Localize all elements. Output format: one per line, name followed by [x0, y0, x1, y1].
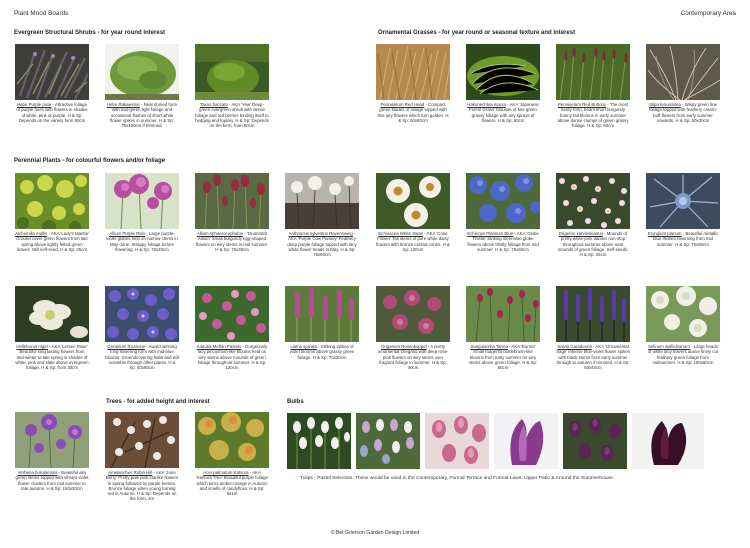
- plant-card: [15, 44, 89, 123]
- plant-description: - Large purple-violet globes held on narrow stems in May-June. Strappy foliage before flowering. H & Sp: 70x20cm: [106, 231, 178, 252]
- plant-card: [195, 412, 269, 496]
- plant-photo-echinops-platinum-blue: [466, 173, 540, 229]
- plant-description: - AKA 'Lenten Rose' Beautiful long lasting flowers from mid-winter to late spring in shades of white, pink and slate above evergreen foliage. H & Sp: from 30cm: [15, 344, 89, 371]
- plant-card: [105, 412, 179, 502]
- plant-photo-liatris-spicata: [285, 286, 359, 342]
- plant-description: - Gorgeously lacy pincushion-like blooms held on wiry stems above mounds of green foliage throughout summer. H & Sp: 120cm: [197, 344, 268, 371]
- area-title: Contemporary Area: [680, 10, 736, 17]
- plant-description: - AKA 'Purple Cow Parsley' Feathery deep purple foliage topped with lacy white flower heads in May. H & Sp: 75x60cm: [287, 231, 357, 258]
- plant-card: [646, 286, 720, 365]
- plant-photo-verbena-bonariensis: [15, 412, 89, 468]
- plant-card: [646, 44, 720, 123]
- plant-description: - The most hardy form, bears short burgundy bunny tail blooms in early summer above dense clumps of green grassy foliage. H & Sp: 60cm: [557, 102, 629, 129]
- plant-card: [556, 173, 630, 257]
- plant-description: - AKA 'Lady's Mantle' Ground cover green flowers from late spring above lightly felted green leaves. Will self-seed. H & Sp: 45cm: [16, 231, 89, 252]
- plant-photo-erigeron-karvinskianus: [556, 173, 630, 229]
- plant-description: - Large heads of white lacy flowers above finely cut feathery green foliage from midsummer. H & Sp: 100x60cm: [647, 344, 719, 365]
- plant-name: Verbena bonariensis: [17, 470, 58, 475]
- plant-photo-hebe-purple-pixie: [15, 44, 89, 100]
- plant-name: Taxus baccata: [200, 102, 228, 107]
- plant-name: Salvia Caradonna: [557, 344, 592, 349]
- plant-name: Anthriscus sylvestris Ravenswing: [288, 231, 353, 236]
- plant-name: Echinops Platinum Blue: [467, 231, 514, 236]
- plant-photo-geranium-rozanne: [105, 286, 179, 342]
- plant-photo-pennisetum-red-buttons: [556, 44, 630, 100]
- plant-name: Sanguisorba Tanna: [470, 344, 508, 349]
- plant-name: Pennisetum Red Head: [380, 102, 425, 107]
- plant-photo-anthriscus-ravenswing: [285, 173, 359, 229]
- plant-card: [556, 44, 630, 128]
- plant-name: Eryngium planum: [647, 231, 682, 236]
- plant-card: [285, 286, 359, 360]
- plant-name: Liatris spicata: [290, 344, 317, 349]
- plant-photo-taxus-baccata: [195, 44, 269, 100]
- plant-name: Alchemilla mollis: [15, 231, 48, 236]
- tulip-photo-purple-single: [494, 413, 558, 469]
- plant-description: - AKA 'Japanese Forest Grass' Mounds of fine green grassy foliage with airy sprays of flowers. H & Sp: 50cm: [469, 102, 539, 123]
- plant-photo-acer-palmatum-katsura: [195, 412, 269, 468]
- plant-name: Acer palmatum Katsura: [203, 470, 249, 475]
- plant-photo-pennisetum-red-head: [376, 44, 450, 100]
- plant-card: [105, 173, 179, 252]
- plant-card: [466, 173, 540, 252]
- plant-card: [466, 286, 540, 370]
- plant-description: - 'Drumstick Allium' Small burgundy egg-shaped flowers on wiry stems in mid summer. H & Sp: 75x30cm: [195, 231, 269, 252]
- plant-description: - Striking spikes of violet blooms above grassy green foliage. H & Sp: 70x20cm: [289, 344, 355, 360]
- plant-name: Origanum Rosenkuppel: [381, 344, 427, 349]
- bulbs-caption: Tulips - Pastel Selection. These would be used in the Contemporary, Formal Terrace and Formal Lawn, Upper Patio & Around the Summerhouse.: [300, 476, 615, 481]
- plant-card: [376, 286, 450, 370]
- plant-card: [15, 412, 89, 491]
- section-title-grasses: Ornamental Grasses - for year round or seasonal texture and interest: [378, 30, 576, 36]
- section-title-bulbs: Bulbs: [287, 399, 304, 405]
- plant-card: [195, 173, 269, 252]
- section-title-shrubs: Evergreen Structural Shrubs - for year round interest: [14, 30, 166, 36]
- plant-card: [556, 286, 630, 370]
- plant-photo-sanguisorba-tanna: [466, 286, 540, 342]
- plant-name: Hakonechloa macra: [467, 102, 506, 107]
- plant-description: - AKA 'Cone Flower' Tall stems of pure white daisy flowers with bronze central cones. H & Sp: 120cm: [376, 231, 450, 252]
- plant-name: Knautia Melton Pastels: [196, 344, 242, 349]
- plant-name: Amelanchier Robin Hill: [108, 470, 153, 475]
- tulip-photo-mixed-pastel: [356, 413, 420, 469]
- copyright-footer: © Bel Grierson Garden Design Limited: [330, 530, 420, 536]
- plant-photo-echinacea-white-swan: [376, 173, 450, 229]
- tulip-photo-deep-purple: [563, 413, 627, 469]
- plant-card: [376, 44, 450, 123]
- plant-description: - Beautiful airy green stems topped with vibrant violet flower clusters from mid summer to late autumn. H & Sp: 150x30cm: [15, 470, 89, 491]
- plant-description: - Award winning long flowering form with mid-blue blooms. Groundcovering habit and will scramble through other plants. H & Sp: 50x60cm: [105, 344, 179, 371]
- plant-description: - AKA 'Yew' Deep-green evergreen shrub with dense foliage and red berries lending itself to hedging and topiary. H & Sp: Depends on the form, from 60cm: [195, 102, 269, 129]
- plant-description: - Neat domed form with mid-green light foliage and occasional flushes of short white flower spikes in summer. H & Sp: 75x100cm if trimmed.: [110, 102, 178, 129]
- plant-card: [15, 173, 89, 252]
- plant-card: [646, 173, 720, 247]
- plant-card: [105, 286, 179, 370]
- plant-photo-amelanchier-robin-hill: [105, 412, 179, 468]
- plant-card: [466, 44, 540, 123]
- plant-description: - Attractive foliage of purple hues with flowers in shades of white, pink or purple. H & Sp: Depends on the variety form 60cm: [16, 102, 88, 123]
- plant-photo-hebe-rakaiensis: [105, 44, 179, 100]
- plant-card: [376, 173, 450, 252]
- tulip-photo-black: [632, 413, 704, 469]
- plant-name: Helleborus niger: [16, 344, 49, 349]
- plant-photo-eryngium-planum: [646, 173, 720, 229]
- plant-photo-helleborus-niger: [15, 286, 89, 342]
- plant-photo-allium-purple-rain: [105, 173, 179, 229]
- plant-name: Selinum wallichianum: [648, 344, 690, 349]
- plant-photo-salvia-caradonna: [556, 286, 630, 342]
- plant-photo-hakonechloa-macra: [466, 44, 540, 100]
- section-title-trees: Trees - for added height and interest: [106, 399, 210, 405]
- plant-name: Pennisetum Red Buttons: [558, 102, 607, 107]
- plant-name: Echinacea White Swan: [378, 231, 424, 236]
- plant-card: [195, 286, 269, 370]
- plant-name: Geranium Rozanne: [107, 344, 145, 349]
- plant-photo-knautia-melton-pastels: [195, 286, 269, 342]
- plant-name: Hebe Rakaiensis: [106, 102, 140, 107]
- plant-description: - AKA 'Globe Thistle' Striking steel-blue globe flowers above thistly foliage from mid summer. H & Sp: 75x60cm: [467, 231, 539, 252]
- section-title-perennials: Perennial Plants - for colourful flowers and/or foliage: [14, 158, 166, 164]
- plant-photo-allium-sphaerocephalon: [195, 173, 269, 229]
- plant-description: - AKA 'Katsura Tree' Beautiful purple foliage which turns amber-orange in Autumn and smells of candyfloss. H & Sp: 5x1m: [196, 470, 268, 497]
- plant-photo-origanum-rosenkuppel: [376, 286, 450, 342]
- plant-description: - AKA 'June Berry' Pretty pale pink starlike flowers in spring followed by purple berries. Bronze foliage when young turning red in Autumn. H & Sp: Depends on the form, 4m: [105, 470, 179, 502]
- plant-photo-stipa-tenuissima: [646, 44, 720, 100]
- plant-description: - Mounds of pretty white-pink daisies non-stop throughout summer above neat mounds of green foliage. Self-seeds. H & Sp: 25cm: [557, 231, 629, 258]
- plant-photo-selinum-wallichianum: [646, 286, 720, 342]
- plant-name: Allium Purple Rain: [109, 231, 146, 236]
- plant-card: [105, 44, 179, 128]
- plant-name: Hebe Purple pixie: [16, 102, 52, 107]
- plant-description: - AKA 'Burnet' Small magenta bottlebrush-like blooms from early summer on wiry stems above green foliage. H & Sp: 60cm: [468, 344, 538, 371]
- plant-description: - Beautiful metallic blue thistles blooming from mid summer. H & Sp: 75x60cm: [653, 231, 719, 247]
- plant-card: [285, 173, 359, 257]
- plant-name: Erigeron karvinskianus: [558, 231, 603, 236]
- plant-card: [15, 286, 89, 370]
- tulip-photo-pink: [425, 413, 489, 469]
- plant-card: [195, 44, 269, 128]
- plant-description: - Wispy green fine foliage topped with feathery cream-buff flowers from early summer onwards. H & Sp: 50x30cm: [649, 102, 718, 123]
- page-title: Plant Mood Boards: [14, 10, 69, 17]
- plant-photo-alchemilla-mollis: [15, 173, 89, 229]
- plant-description: - Compact green blades of foliage topped with fine airy flowers which turn golden. H & Sp: 60x60cm: [377, 102, 449, 123]
- plant-name: Allium sphaerocephalon: [196, 231, 244, 236]
- tulip-photo-white: [287, 413, 351, 469]
- plant-description: - AKA 'Ornamental Sage' Intense blue-violet flower spikes with black stems from early summer through to autumn if trimmed. H & Sp: 60x40cm: [556, 344, 630, 371]
- plant-name: Stipa tenuissima: [648, 102, 681, 107]
- plant-description: - A pretty ornamental Oregano with deep rose-pink flowers on wiry stems over fragrant foliage in summer. H & Sp: 40cm: [377, 344, 449, 371]
